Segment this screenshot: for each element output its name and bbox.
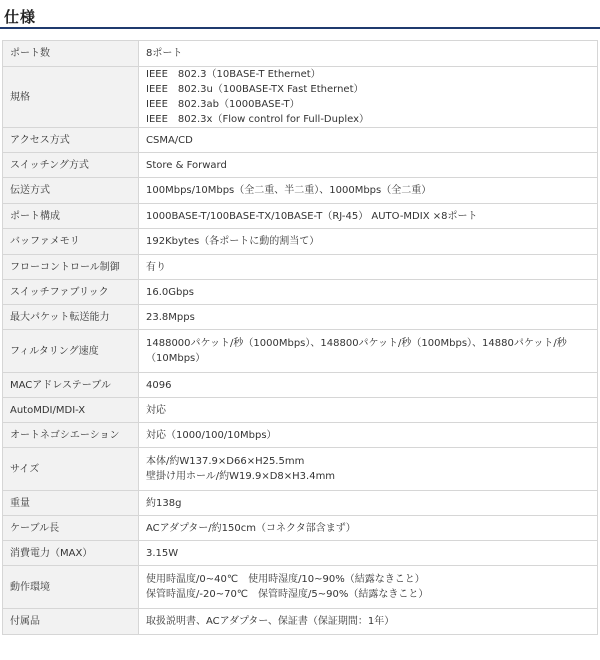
spec-label: 消費電力（MAX） [3, 541, 139, 566]
spec-value-line: 対応 [146, 404, 166, 416]
spec-row [3, 516, 598, 541]
spec-label: 最大パケット転送能力 [3, 305, 139, 330]
spec-row [3, 566, 598, 609]
spec-label: MACアドレステーブル [3, 373, 139, 398]
spec-label: スイッチング方式 [3, 153, 139, 178]
spec-label: バッファメモリ [3, 229, 139, 255]
spec-label: AutoMDI/MDI-X [3, 398, 139, 423]
spec-row [3, 491, 598, 516]
spec-value-line: （10Mbps） [146, 353, 206, 364]
spec-row [3, 398, 598, 423]
spec-row [3, 204, 598, 229]
spec-value [139, 280, 598, 305]
spec-value [139, 204, 598, 229]
spec-value [139, 153, 598, 178]
spec-table [2, 40, 598, 635]
spec-value-line: 8ポート [146, 48, 183, 59]
spec-value [139, 373, 598, 398]
spec-value [139, 423, 598, 448]
spec-label: 伝送方式 [3, 178, 139, 204]
spec-label: 規格 [3, 67, 139, 128]
spec-value-line: 取扱説明書、ACアダプター、保証書（保証期間：1年） [146, 616, 395, 627]
spec-value-line: IEEE 802.3（10BASE-T Ethernet） [146, 69, 321, 80]
spec-value [139, 41, 598, 67]
spec-value [139, 541, 598, 566]
spec-label: オートネゴシエーション [3, 423, 139, 448]
spec-value-line: ACアダプター/約150cm（コネクタ部含まず） [146, 522, 356, 534]
spec-row [3, 305, 598, 330]
spec-row [3, 41, 598, 67]
spec-row [3, 178, 598, 204]
spec-value-line: 4096 [146, 379, 172, 391]
spec-value [139, 229, 598, 255]
spec-label: 動作環境 [3, 566, 139, 609]
spec-row [3, 330, 598, 373]
spec-value-line: 3.15W [146, 547, 179, 559]
spec-row [3, 448, 598, 491]
spec-value-line: 1488000パケット/秒（1000Mbps）、148800パケット/秒（100Mbps）、14880パケット/秒 [146, 338, 567, 349]
spec-label: スイッチファブリック [3, 280, 139, 305]
spec-label: ケーブル長 [3, 516, 139, 541]
spec-row [3, 373, 598, 398]
spec-label: 付属品 [3, 609, 139, 635]
spec-value-line: 使用時温度/0~40℃ 使用時湿度/10~90%（結露なきこと） [146, 574, 425, 585]
spec-value [139, 448, 598, 491]
spec-value [139, 330, 598, 373]
page-title: 仕様 [4, 8, 37, 26]
spec-label: ポート数 [3, 41, 139, 67]
spec-value [139, 566, 598, 609]
spec-row [3, 153, 598, 178]
spec-label: サイズ [3, 448, 139, 491]
spec-value-line: 壁掛け用ホール/約W19.9×D8×H3.4mm [146, 471, 336, 482]
spec-value-line: CSMA/CD [146, 134, 193, 146]
spec-value-line: 23.8Mpps [146, 311, 195, 323]
title-divider [0, 27, 600, 29]
spec-row [3, 541, 598, 566]
spec-table-body [3, 41, 598, 635]
spec-label: アクセス方式 [3, 128, 139, 153]
spec-value-line: 対応（1000/100/10Mbps） [146, 429, 277, 441]
spec-row [3, 255, 598, 280]
spec-value-line: IEEE 802.3x（Flow control for Full-Duplex） [146, 114, 369, 125]
spec-value [139, 491, 598, 516]
spec-row [3, 280, 598, 305]
spec-value [139, 255, 598, 280]
spec-value-line: Store & Forward [146, 159, 227, 171]
spec-value-line: IEEE 802.3ab（1000BASE-T） [146, 99, 300, 110]
spec-value [139, 128, 598, 153]
spec-value [139, 67, 598, 128]
spec-label: 重量 [3, 491, 139, 516]
spec-value [139, 609, 598, 635]
spec-value-line: 100Mbps/10Mbps（全二重、半二重）、1000Mbps（全二重） [146, 185, 432, 196]
spec-label: ポート構成 [3, 204, 139, 229]
spec-row [3, 423, 598, 448]
spec-value-line: 本体/約W137.9×D66×H25.5mm [146, 456, 305, 467]
spec-row [3, 128, 598, 153]
spec-value-line: 約138g [146, 497, 182, 509]
spec-value [139, 178, 598, 204]
spec-value-line: 有り [146, 261, 166, 273]
spec-label: フィルタリング速度 [3, 330, 139, 373]
spec-value-line: 192Kbytes（各ポートに動的割当て） [146, 236, 320, 247]
spec-row [3, 229, 598, 255]
spec-value [139, 398, 598, 423]
spec-row [3, 67, 598, 128]
spec-value-line: IEEE 802.3u（100BASE-TX Fast Ethernet） [146, 84, 364, 95]
spec-value [139, 305, 598, 330]
spec-value-line: 保管時温度/-20~70℃ 保管時湿度/5~90%（結露なきこと） [146, 589, 429, 600]
spec-value-line: 16.0Gbps [146, 286, 194, 298]
spec-label: フローコントロール制御 [3, 255, 139, 280]
spec-row [3, 609, 598, 635]
spec-value-line: 1000BASE-T/100BASE-TX/10BASE-T（RJ-45） AUTO-MDIX ×8ポート [146, 210, 478, 222]
spec-value [139, 516, 598, 541]
